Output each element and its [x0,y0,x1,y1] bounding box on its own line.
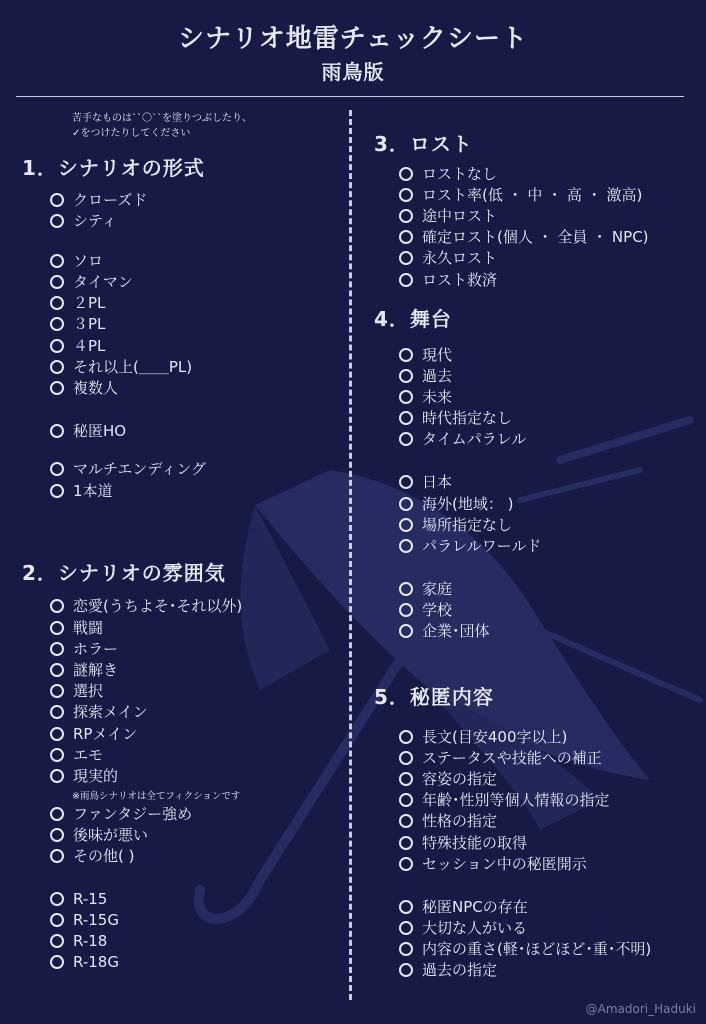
checklist-item[interactable] [399,345,452,365]
checklist-item-label: シティ [73,212,117,230]
checkbox-circle-icon[interactable] [50,381,64,395]
checklist-item[interactable] [50,421,126,441]
checkbox-circle-icon[interactable] [50,748,64,762]
checklist-item-label: 複数人 [73,379,119,397]
checklist-item-label: クローズド [73,191,148,209]
checklist-item[interactable] [50,702,148,722]
checklist-item[interactable] [399,366,452,386]
checkbox-circle-icon[interactable] [399,369,413,383]
checklist-item[interactable] [50,314,105,334]
checklist-item-label: ２PL [73,294,106,312]
checklist-item[interactable] [399,769,497,789]
checklist-item-label: エモ [73,746,104,764]
checkbox-circle-icon[interactable] [50,621,64,635]
checklist-item[interactable] [50,825,148,845]
checklist-item[interactable] [50,357,192,377]
checklist-item[interactable] [399,621,490,641]
checkbox-circle-icon[interactable] [399,230,413,244]
checklist-item[interactable] [50,889,107,909]
checklist-item[interactable] [50,766,118,786]
checklist-item[interactable] [399,270,497,290]
checkbox-circle-icon[interactable] [50,599,64,613]
checklist-item[interactable] [50,481,113,501]
checklist-item-label: 途中ロスト [422,207,498,225]
checklist-item-label: ホラー [73,640,119,658]
checkbox-circle-icon[interactable] [399,942,413,956]
checkbox-circle-icon[interactable] [399,432,413,446]
checkbox-circle-icon[interactable] [399,793,413,807]
checklist-item-label: RPメイン [73,725,138,743]
checklist-item[interactable] [399,206,497,226]
checklist-item[interactable] [399,387,452,407]
checklist-item-label: R-18G [73,953,119,971]
checkbox-circle-icon[interactable] [399,390,413,404]
checklist-item-label: 時代指定なし [422,409,513,427]
checklist-item-label: ステータスや技能への補正 [422,749,602,767]
checklist-item-label: 特殊技能の取得 [422,834,528,852]
checkbox-circle-icon[interactable] [50,934,64,948]
checklist-item[interactable] [399,897,528,917]
checklist-item-label: 選択 [73,682,104,700]
checklist-item-label: ロストなし [422,165,498,183]
checkbox-circle-icon[interactable] [399,900,413,914]
checklist-item-label: 確定ロスト(個人 ・ 全員 ・ NPC) [422,228,649,246]
checklist-item-label: ロスト率(低 ・ 中 ・ 高 ・ 激高) [422,186,643,204]
checklist-item-label: 性格の指定 [422,812,498,830]
checkbox-circle-icon[interactable] [50,705,64,719]
author-credit: @Amadori_Haduki [585,1002,696,1016]
checkbox-circle-icon[interactable] [399,273,413,287]
checklist-item[interactable] [399,579,452,599]
checkbox-circle-icon[interactable] [399,251,413,265]
checkbox-circle-icon[interactable] [399,497,413,511]
checklist-item[interactable] [399,918,527,938]
checklist-item-label: 海外(地域： ) [422,495,514,513]
checklist-item[interactable] [50,211,117,231]
checklist-item-label: マルチエンディング [73,460,206,478]
checklist-item-label: 学校 [422,601,453,619]
checklist-item[interactable] [399,515,512,535]
section-atmosphere-title: 2．シナリオの雰囲気 [22,561,226,585]
checklist-item-label: 現代 [422,346,453,364]
checkbox-circle-icon[interactable] [50,769,64,783]
section-lost-title: 3．ロスト [374,132,473,156]
checklist-item[interactable] [50,596,242,616]
checklist-item-label: R-15G [73,911,119,929]
checkbox-circle-icon[interactable] [399,348,413,362]
section-secret-title: 5．秘匿内容 [374,685,494,709]
checklist-item[interactable] [50,618,103,638]
checkbox-circle-icon[interactable] [50,892,64,906]
checklist-item-label: 探索メイン [73,703,148,721]
checklist-item[interactable] [50,724,137,744]
section-stage-title: 4．舞台 [374,307,452,331]
checkbox-circle-icon[interactable] [50,214,64,228]
checklist-item[interactable] [50,846,134,866]
instruction-note [72,111,252,141]
checkbox-circle-icon[interactable] [50,913,64,927]
checklist-item[interactable] [50,910,119,930]
checkbox-circle-icon[interactable] [50,684,64,698]
header-rule [16,96,684,97]
checkbox-circle-icon[interactable] [399,963,413,977]
checklist-item[interactable] [399,248,497,268]
checkbox-circle-icon[interactable] [399,751,413,765]
checklist-item[interactable] [50,660,118,680]
checklist-item[interactable] [399,600,452,620]
checkbox-circle-icon[interactable] [399,167,413,181]
instruction-line-1: 苦手なものは``〇``を塗りつぶしたり、 [72,113,252,124]
checklist-item-label: 過去の指定 [422,961,498,979]
checkbox-circle-icon[interactable] [50,339,64,353]
checklist-item-label: R-15 [73,890,108,908]
checklist-item-label: 容姿の指定 [422,770,498,788]
checkbox-circle-icon[interactable] [50,807,64,821]
checkbox-circle-icon[interactable] [399,921,413,935]
page-subtitle: 雨鳥版 [321,60,385,84]
checklist-item-label: R-18 [73,932,108,950]
checklist-item[interactable] [50,681,103,701]
checklist-item[interactable] [399,429,526,449]
checkbox-circle-icon[interactable] [399,624,413,638]
instruction-line-2: ✓をつけたりしてください [72,128,191,139]
checklist-item-label: それ以上(＿＿PL) [73,358,193,376]
checklist-item-label: 戦闘 [73,619,104,637]
checklist-item[interactable] [399,790,610,810]
checkbox-circle-icon[interactable] [50,828,64,842]
checkbox-circle-icon[interactable] [399,814,413,828]
checklist-item-label: 長文(目安400字以上) [422,728,568,746]
checklist-item[interactable] [50,190,147,210]
section-format-title: 1．シナリオの形式 [22,156,205,180]
checkbox-circle-icon[interactable] [399,188,413,202]
checklist-item-label: ファンタジー強め [73,805,193,823]
checklist-item-label: 日本 [422,473,453,491]
checklist-item[interactable] [50,931,107,951]
checklist-item[interactable] [399,748,602,768]
checklist-item-label: 過去 [422,367,453,385]
checkbox-circle-icon[interactable] [50,360,64,374]
checklist-item[interactable] [399,536,541,556]
checklist-item-label: 謎解き [73,661,119,679]
column-divider [349,110,352,1000]
checkbox-circle-icon[interactable] [399,772,413,786]
checkbox-circle-icon[interactable] [50,424,64,438]
page-title: シナリオ地雷チェックシート [178,24,528,54]
checkbox-circle-icon[interactable] [399,475,413,489]
checklist-item-label: 未来 [422,388,453,406]
checklist-item[interactable] [399,811,497,831]
checklist-item-label: 現実的 [73,767,119,785]
checkbox-circle-icon[interactable] [399,411,413,425]
checkbox-circle-icon[interactable] [399,539,413,553]
checkbox-circle-icon[interactable] [399,518,413,532]
checklist-item-label: ３PL [73,315,106,333]
checklist-item-label: ロスト救済 [422,271,498,289]
checkbox-circle-icon[interactable] [399,730,413,744]
checklist-item-label: 大切な人がいる [422,919,528,937]
fiction-note: ※雨鳥シナリオは全てフィクションです [72,791,241,802]
checkbox-circle-icon[interactable] [50,663,64,677]
checklist-item[interactable] [399,185,642,205]
checklist-item[interactable] [399,494,513,514]
checklist-item-label: タイマン [73,273,133,291]
checklist-item[interactable] [399,727,567,747]
checklist-item-label: 企業･団体 [422,622,490,640]
checklist-item-label: 場所指定なし [422,516,513,534]
checklist-item[interactable] [399,408,512,428]
checkbox-circle-icon[interactable] [50,642,64,656]
checklist-item[interactable] [399,854,587,874]
checkbox-circle-icon[interactable] [50,254,64,268]
checklist-item-label: ４PL [73,337,106,355]
checklist-item[interactable] [399,939,651,959]
checklist-item-label: 秘匿HO [73,422,127,440]
checklist-item[interactable] [50,639,118,659]
checkbox-circle-icon[interactable] [50,955,64,969]
checklist-item[interactable] [50,459,206,479]
checklist-item-label: 年齢･性別等個人情報の指定 [422,791,610,809]
checklist-item[interactable] [399,960,497,980]
checklist-item[interactable] [399,833,527,853]
checklist-item-label: ソロ [73,252,104,270]
checkbox-circle-icon[interactable] [399,582,413,596]
checklist-item[interactable] [399,164,497,184]
checklist-item-label: 恋愛(うちよそ･それ以外) [73,597,243,615]
checkbox-circle-icon[interactable] [50,462,64,476]
checklist-item-label: 永久ロスト [422,249,498,267]
checkbox-circle-icon[interactable] [399,857,413,871]
checklist-item[interactable] [399,227,649,247]
checklist-item[interactable] [50,952,119,972]
checkbox-circle-icon[interactable] [50,296,64,310]
checklist-item-label: 1本道 [73,482,113,500]
checklist-item[interactable] [50,336,105,356]
checkbox-circle-icon[interactable] [399,836,413,850]
checklist-item-label: タイムパラレル [422,430,527,448]
checklist-item-label: 秘匿NPCの存在 [422,898,528,916]
checklist-item[interactable] [50,804,192,824]
checklist-item[interactable] [50,251,103,271]
checklist-item-label: パラレルワールド [422,537,542,555]
checklist-item[interactable] [50,293,105,313]
checklist-item-label: 家庭 [422,580,453,598]
checklist-item-label: 内容の重さ(軽･ほどほど･重･不明) [422,940,652,958]
checklist-item[interactable] [50,378,118,398]
checklist-item[interactable] [50,745,103,765]
checklist-item[interactable] [50,272,133,292]
checklist-item-label: セッション中の秘匿開示 [422,855,587,873]
checklist-item[interactable] [399,472,452,492]
checkbox-circle-icon[interactable] [50,317,64,331]
checklist-item-label: 後味が悪い [73,826,149,844]
checkbox-circle-icon[interactable] [50,849,64,863]
checkbox-circle-icon[interactable] [399,209,413,223]
checkbox-circle-icon[interactable] [399,603,413,617]
checkbox-circle-icon[interactable] [50,275,64,289]
checklist-item-label: その他( ) [73,847,135,865]
checkbox-circle-icon[interactable] [50,193,64,207]
checkbox-circle-icon[interactable] [50,484,64,498]
checkbox-circle-icon[interactable] [50,727,64,741]
